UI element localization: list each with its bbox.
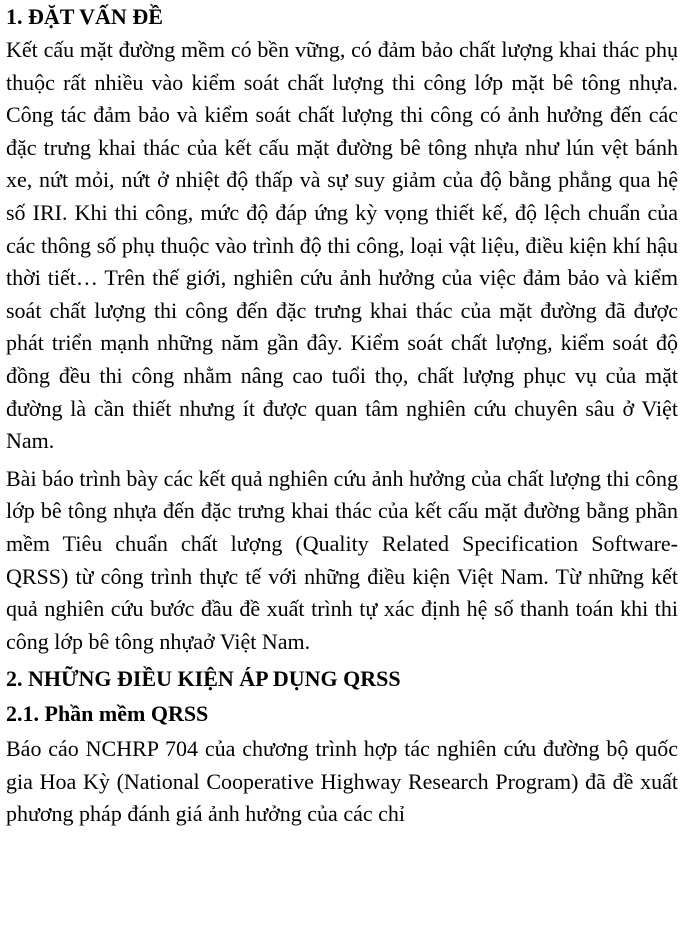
subsection-heading-2-1: 2.1. Phần mềm QRSS: [6, 701, 209, 727]
document-page: [6, 0, 678, 831]
paragraph-nchrp-report: Báo cáo NCHRP 704 của chương trình hợp tác nghiên cứu đường bộ quốc gia Hoa Kỳ (National Cooperative Highway Research Program) đã đề xuất phương pháp đánh giá ảnh hưởng của các chỉ: [6, 736, 678, 827]
paragraph-article-summary: Bài báo trình bày các kết quả nghiên cứu ảnh hưởng của chất lượng thi công lớp bê tông nhựa đến đặc trưng khai thác của kết cấu mặt đường bằng phần mềm Tiêu chuẩn chất lượng (Quality Related Specification Software-QRSS) từ công trình thực tế với những điều kiện Việt Nam. Từ những kết quả nghiên cứu bước đầu đề xuất trình tự xác định hệ số thanh toán khi thi công lớp bê tông nhựaở Việt Nam.: [6, 465, 678, 654]
section-heading-2: 2. NHỮNG ĐIỀU KIỆN ÁP DỤNG QRSS: [6, 666, 401, 692]
paragraph-introduction: Kết cấu mặt đường mềm có bền vững, có đảm bảo chất lượng khai thác phụ thuộc rất nhiều vào kiểm soát chất lượng thi công lớp mặt bê tông nhựa. Công tác đảm bảo và kiểm soát chất lượng thi công có ảnh hưởng đến các đặc trưng khai thác của kết cấu mặt đường bê tông nhựa như lún vệt bánh xe, nứt mỏi, nứt ở nhiệt độ thấp và sự suy giảm của độ bằng phẳng qua hệ số IRI. Khi thi công, mức độ đáp ứng kỳ vọng thiết kế, độ lệch chuẩn của các thông số phụ thuộc vào trình độ thi công, loại vật liệu, điều kiện khí hậu thời tiết… Trên thế giới, nghiên cứu ảnh hưởng của việc đảm bảo và kiểm soát chất lượng thi công đến đặc trưng khai thác của mặt đường đã được phát triển mạnh những năm gần đây. Kiểm soát chất lượng, kiểm soát độ đồng đều thi công nhằm nâng cao tuổi thọ, chất lượng phục vụ của mặt đường là cần thiết nhưng ít được quan tâm nghiên cứu chuyên sâu ở Việt Nam.: [6, 37, 678, 454]
section-heading-1: 1. ĐẶT VẤN ĐỀ: [6, 4, 163, 29]
